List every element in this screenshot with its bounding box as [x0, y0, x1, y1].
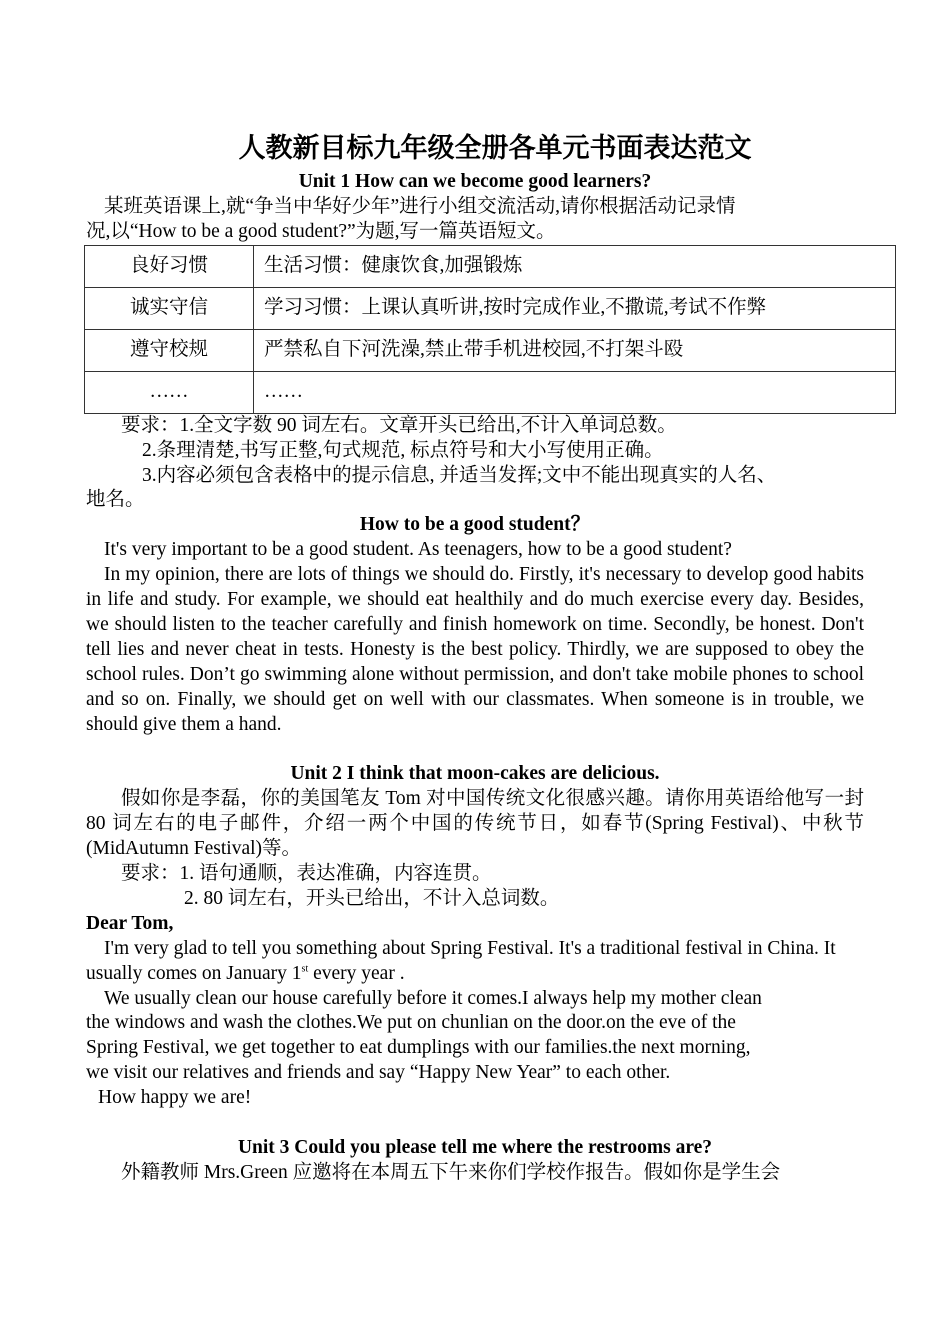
letter-para2-line4: we visit our relatives and friends and say “Happy New Year” to each other.: [86, 1062, 671, 1084]
letter-para2-line2: the windows and wash the clothes.We put on chunlian on the door.on the eve of the: [86, 1012, 736, 1034]
letter-para2-line1: We usually clean our house carefully before it comes.I always help my mother clean: [104, 987, 762, 1009]
letter-para2-line3: Spring Festival, we get together to eat dumplings with our families.the next morning,: [86, 1037, 751, 1059]
unit1-requirement-2: 2.条理清楚,书写正整,句式规范, 标点符号和大小写使用正确。: [142, 439, 664, 461]
table-cell: ……: [85, 371, 254, 413]
letter-para1: [86, 937, 864, 987]
table-cell: 良好习惯: [85, 245, 254, 287]
unit1-essay-title: How to be a good student？: [359, 514, 591, 536]
table-row: [85, 287, 896, 329]
table-row: [85, 371, 896, 413]
unit1-prompt-line2: 况,以“How to be a good student?”为题,写一篇英语短文。: [86, 220, 556, 242]
table-row: [85, 245, 896, 287]
unit1-title: Unit 1 How can we become good learners?: [298, 171, 652, 192]
table-cell: 生活习惯：健康饮食,加强锻炼: [254, 245, 896, 287]
table-cell: 严禁私自下河洗澡,禁止带手机进校园,不打架斗殴: [254, 329, 896, 371]
unit2-title: Unit 2 I think that moon-cakes are delicious.: [290, 763, 660, 785]
unit2-prompt: 假如你是李磊，你的美国笔友 Tom 对中国传统文化很感兴趣。请你用英语给他写一封 80 词左右的电子邮件，介绍一两个中国的传统节日，如春节(Spring Festival)、中秋节(MidAutumn Festival)等。: [86, 788, 864, 860]
unit3-title: Unit 3 Could you please tell me where the restrooms are?: [237, 1136, 713, 1158]
unit1-requirement-3-line1: 3.内容必须包含表格中的提示信息, 并适当发挥;文中不能出现真实的人名、: [142, 464, 777, 486]
unit1-requirement-3-line2: 地名。: [86, 489, 145, 511]
unit1-prompt-line1: 某班英语课上,就“争当中华好少年”进行小组交流活动,请你根据活动记录情: [104, 195, 736, 217]
unit1-essay-para1: It's very important to be a good student. As teenagers, how to be a good student?: [104, 539, 732, 561]
document-page: [86, 130, 864, 1186]
spacer: [86, 738, 864, 763]
unit2-requirement-2: 2. 80 词左右，开头已给出，不计入总词数。: [184, 887, 560, 909]
table-cell: 诚实守信: [85, 287, 254, 329]
unit2-requirement-1: 要求：1. 语句通顺，表达准确，内容连贯。: [121, 863, 492, 885]
letter-greeting: Dear Tom,: [86, 912, 174, 934]
unit3-prompt-line1: 外籍教师 Mrs.Green 应邀将在本周五下午来你们学校作报告。假如你是学生会: [121, 1161, 781, 1183]
table-cell: 学习习惯：上课认真听讲,按时完成作业,不撒谎,考试不作弊: [254, 287, 896, 329]
letter-para1-text: I'm very glad to tell you something about Spring Festival. It's a traditional festival in China. It usually comes on January 1: [86, 937, 836, 984]
activity-record-table: [84, 245, 896, 414]
table-row: [85, 329, 896, 371]
ordinal-suffix: st: [301, 963, 309, 975]
table-cell: ……: [254, 371, 896, 413]
unit1-requirement-1: 要求：1.全文字数 90 词左右。文章开头已给出,不计入单词总数。: [121, 414, 677, 436]
letter-closing: How happy we are!: [98, 1087, 252, 1109]
unit1-essay-para2: In my opinion, there are lots of things we should do. Firstly, it's necessary to develop good habits in life and study. For example, we should eat healthily and do much exercise every day. Besides, we should listen to the teacher carefully and finish homework on time. Secondly, be honest. Don't tell lies and never cheat in tests. Honesty is the best policy. Thirdly, we are supposed to obey the school rules. Don’t go swimming alone without permission, and don't take mobile phones to school and so on. Finally, we should get on well with our classmates. When someone is in trouble, we should give them a hand.: [86, 564, 864, 735]
letter-para1-end: every year .: [308, 962, 405, 984]
spacer: [86, 1111, 864, 1136]
table-cell: 遵守校规: [85, 329, 254, 371]
document-title: 人教新目标九年级全册各单元书面表达范文: [238, 133, 752, 164]
